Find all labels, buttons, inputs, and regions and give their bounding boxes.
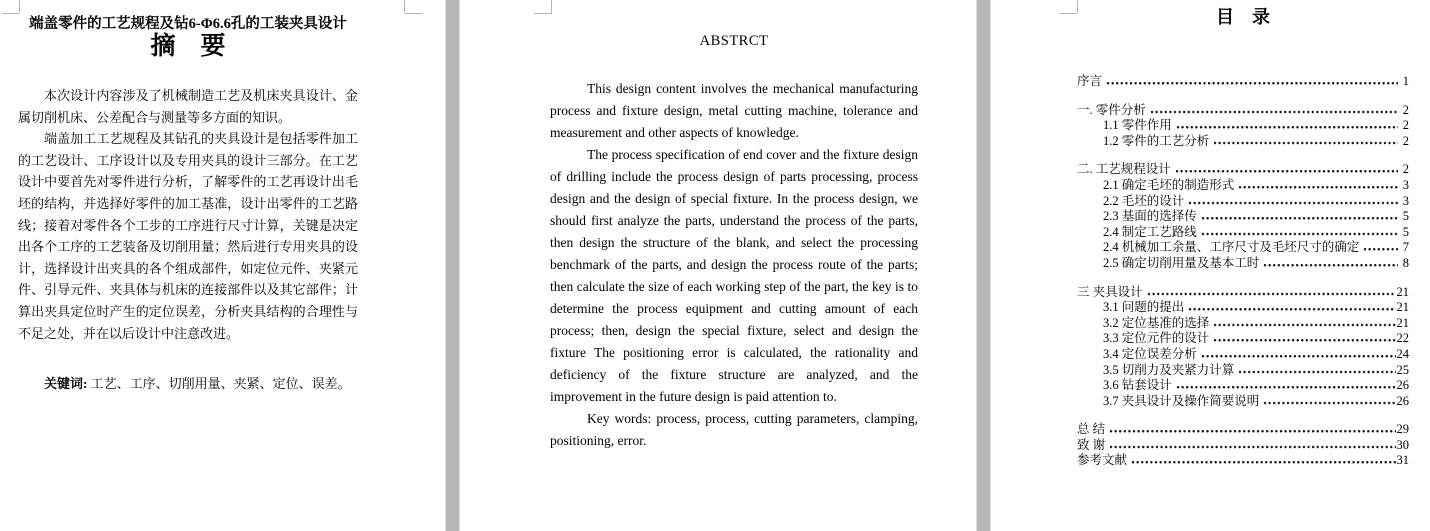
abstract-cn-paragraphs bbox=[18, 85, 358, 344]
toc-dot-leader bbox=[1176, 118, 1398, 134]
page-toc[interactable] bbox=[991, 0, 1430, 531]
toc-entry-label: 3.3 定位元件的设计 bbox=[1103, 331, 1210, 346]
toc-entry[interactable] bbox=[1077, 347, 1409, 363]
toc-entry-label: 2.5 确定切削用量及基本工时 bbox=[1103, 255, 1260, 270]
toc-entry-label: 总 结 bbox=[1077, 422, 1106, 437]
page-abstract-cn[interactable] bbox=[0, 0, 445, 531]
toc-entry-page-number: 26 bbox=[1396, 378, 1409, 393]
margin-crop-mark bbox=[1077, 0, 1078, 13]
toc-list bbox=[1077, 74, 1409, 469]
toc-entry-page-number: 8 bbox=[1402, 255, 1409, 270]
toc-entry[interactable] bbox=[1077, 363, 1409, 379]
abstract-cn-heading: 摘 要 bbox=[150, 33, 226, 60]
toc-entry-page-number: 1 bbox=[1402, 74, 1409, 88]
toc-entry[interactable] bbox=[1077, 225, 1409, 241]
toc-entry-label: 3.5 切削力及夹紧力计算 bbox=[1103, 362, 1235, 377]
margin-crop-mark bbox=[404, 0, 405, 13]
abstract-en-paragraph: The process specification of end cover and the fixture design of drilling include the process design of parts processing, process design and the design of special fixture. In the process design, we should first analyze the parts, understand the process of the parts, then design the structure of the blank, and select the processing benchmark of the parts, and design the process route of the parts; then calculate the size of each working step of the part, the key is to determine the process equipment and cutting amount of each process; then, design the special fixture, select and design the fixture The positioning error is calculated, the rationality and deficiency of the fixture structure are analyzed, and the improvement in the future design is paid attention to. bbox=[550, 147, 918, 404]
margin-crop-mark bbox=[2, 13, 19, 14]
toc-entry[interactable] bbox=[1077, 118, 1409, 134]
toc-entry[interactable] bbox=[1077, 285, 1409, 301]
toc-dot-leader bbox=[1238, 363, 1395, 379]
toc-entry[interactable] bbox=[1077, 256, 1409, 272]
toc-entry-page-number: 2 bbox=[1402, 133, 1409, 148]
abstract-en-heading: ABSTRCT bbox=[699, 33, 769, 49]
toc-entry-page-number: 2 bbox=[1402, 102, 1409, 117]
toc-entry-label: 3.7 夹具设计及操作简要说明 bbox=[1103, 393, 1260, 408]
toc-dot-leader bbox=[1106, 74, 1398, 90]
toc-entry-page-number: 3 bbox=[1402, 177, 1409, 192]
abstract-cn-paragraph: 端盖加工工艺规程及其钻孔的夹具设计是包括零件加工的工艺设计、工序设计以及专用夹具的设计三部分。在工艺设计中要首先对零件进行分析，了解零件的工艺再设计出毛坯的结构，并选择好零件的加工基准，设计出零件的工艺路线；接着对零件各个工步的工序进行尺寸计算，关键是决定出各个工序的工艺装备及切削用量；然后进行专用夹具的设计，选择设计出夹具的各个组成部件，如定位元件、夹紧元件、引导元件、夹具体与机床的连接部件以及其它部件；计算出夹具定位时产生的定位误差，分析夹具结构的合理性与不足之处，并在以后设计中注意改进。 bbox=[18, 131, 358, 341]
toc-entry-page-number: 2 bbox=[1402, 162, 1409, 177]
toc-entry[interactable] bbox=[1077, 316, 1409, 332]
toc-entry[interactable] bbox=[1077, 300, 1409, 316]
toc-entry-label: 二. 工艺规程设计 bbox=[1077, 162, 1171, 177]
toc-entry-label: 2.3 基面的选择传 bbox=[1103, 209, 1197, 224]
toc-entry-label: 1.2 零件的工艺分析 bbox=[1103, 133, 1210, 148]
toc-entry[interactable] bbox=[1077, 178, 1409, 194]
toc-dot-leader bbox=[1131, 453, 1395, 469]
toc-entry-label: 3.1 问题的提出 bbox=[1103, 300, 1185, 315]
toc-dot-leader bbox=[1175, 162, 1398, 178]
toc-entry[interactable] bbox=[1077, 209, 1409, 225]
keywords-text: 工艺、工序、切削用量、夹紧、定位、误差。 bbox=[87, 376, 351, 392]
margin-crop-mark bbox=[534, 13, 552, 14]
toc-entry[interactable] bbox=[1077, 422, 1409, 438]
toc-dot-leader bbox=[1109, 438, 1395, 454]
toc-entry-page-number: 5 bbox=[1402, 224, 1409, 239]
toc-entry-page-number: 2 bbox=[1402, 118, 1409, 133]
toc-dot-leader bbox=[1201, 347, 1396, 363]
abstract-en-paragraphs bbox=[550, 78, 918, 452]
margin-crop-mark bbox=[1060, 13, 1077, 14]
toc-entry[interactable] bbox=[1077, 378, 1409, 394]
toc-entry-label: 3.2 定位基准的选择 bbox=[1103, 315, 1210, 330]
toc-entry-page-number: 3 bbox=[1402, 193, 1409, 208]
toc-dot-leader bbox=[1213, 134, 1398, 150]
toc-entry[interactable] bbox=[1077, 453, 1409, 469]
toc-entry-label: 3.4 定位误差分析 bbox=[1103, 346, 1197, 361]
toc-entry-page-number: 7 bbox=[1402, 240, 1409, 255]
toc-dot-leader bbox=[1188, 300, 1395, 316]
margin-crop-mark bbox=[405, 13, 423, 14]
toc-dot-leader bbox=[1109, 422, 1395, 438]
toc-entry[interactable] bbox=[1077, 394, 1409, 410]
toc-dot-leader bbox=[1213, 331, 1395, 347]
toc-entry-page-number: 5 bbox=[1402, 209, 1409, 224]
toc-dot-leader bbox=[1201, 209, 1398, 225]
toc-entry[interactable] bbox=[1077, 194, 1409, 210]
page-gap bbox=[976, 0, 991, 531]
toc-dot-leader bbox=[1363, 240, 1398, 256]
toc-content bbox=[1077, 0, 1409, 469]
keywords-line bbox=[18, 373, 358, 395]
thesis-title: 端盖零件的工艺规程及钻6-Φ6.6孔的工装夹具设计 bbox=[29, 16, 347, 32]
toc-entry-page-number: 21 bbox=[1396, 284, 1409, 299]
toc-entry-page-number: 21 bbox=[1396, 315, 1409, 330]
toc-entry[interactable] bbox=[1077, 162, 1409, 178]
toc-entry-label: 三 夹具设计 bbox=[1077, 284, 1143, 299]
toc-entry-label: 2.2 毛坯的设计 bbox=[1103, 193, 1185, 208]
abstract-cn-content bbox=[18, 0, 358, 395]
toc-entry-label: 2.1 确定毛坯的制造形式 bbox=[1103, 177, 1235, 192]
margin-crop-mark bbox=[19, 0, 20, 13]
abstract-en-paragraph: This design content involves the mechanical manufacturing process and fixture design, metal cutting machine, tolerance and measurement and other aspects of knowledge. bbox=[550, 81, 918, 140]
toc-dot-leader bbox=[1188, 194, 1398, 210]
margin-crop-mark bbox=[551, 0, 552, 13]
toc-entry[interactable] bbox=[1077, 134, 1409, 150]
toc-dot-leader bbox=[1238, 178, 1398, 194]
page-abstract-en[interactable] bbox=[460, 0, 976, 531]
toc-entry[interactable] bbox=[1077, 438, 1409, 454]
toc-entry-label: 参考文献 bbox=[1077, 453, 1128, 468]
toc-entry-page-number: 29 bbox=[1396, 422, 1409, 437]
toc-entry[interactable] bbox=[1077, 240, 1409, 256]
abstract-en-paragraph: Key words: process, process, cutting parameters, clamping, positioning, error. bbox=[550, 411, 918, 448]
toc-dot-leader bbox=[1201, 225, 1398, 241]
toc-entry-page-number: 22 bbox=[1396, 331, 1409, 346]
toc-dot-leader bbox=[1213, 316, 1395, 332]
toc-entry[interactable] bbox=[1077, 103, 1409, 119]
abstract-cn-paragraph: 本次设计内容涉及了机械制造工艺及机床夹具设计、金属切削机床、公差配合与测量等多方面的知识。 bbox=[18, 88, 358, 125]
toc-entry-page-number: 25 bbox=[1396, 362, 1409, 377]
toc-entry-page-number: 26 bbox=[1396, 393, 1409, 408]
toc-dot-leader bbox=[1263, 256, 1398, 272]
toc-entry-label: 2.4 机械加工余量、工序尺寸及毛坯尺寸的确定 bbox=[1103, 240, 1360, 255]
toc-entry-page-number: 30 bbox=[1396, 437, 1409, 452]
toc-entry-page-number: 24 bbox=[1396, 346, 1409, 361]
toc-entry[interactable] bbox=[1077, 74, 1409, 90]
toc-entry-label: 3.6 钻套设计 bbox=[1103, 378, 1172, 393]
toc-dot-leader bbox=[1176, 378, 1396, 394]
toc-entry-label: 致 谢 bbox=[1077, 437, 1106, 452]
toc-entry-label: 1.1 零件作用 bbox=[1103, 118, 1172, 133]
keywords-label: 关键词: bbox=[44, 376, 88, 392]
toc-entry-page-number: 31 bbox=[1396, 453, 1409, 468]
toc-dot-leader bbox=[1263, 394, 1395, 410]
toc-entry[interactable] bbox=[1077, 331, 1409, 347]
toc-entry-label: 序言 bbox=[1077, 74, 1103, 88]
page-gap bbox=[445, 0, 460, 531]
toc-entry-page-number: 21 bbox=[1396, 300, 1409, 315]
toc-entry-label: 2.4 制定工艺路线 bbox=[1103, 224, 1197, 239]
toc-heading: 目 录 bbox=[1216, 7, 1270, 27]
abstract-en-content bbox=[550, 0, 918, 452]
toc-dot-leader bbox=[1147, 285, 1396, 301]
toc-entry-label: 一. 零件分析 bbox=[1077, 102, 1146, 117]
toc-dot-leader bbox=[1150, 103, 1398, 119]
